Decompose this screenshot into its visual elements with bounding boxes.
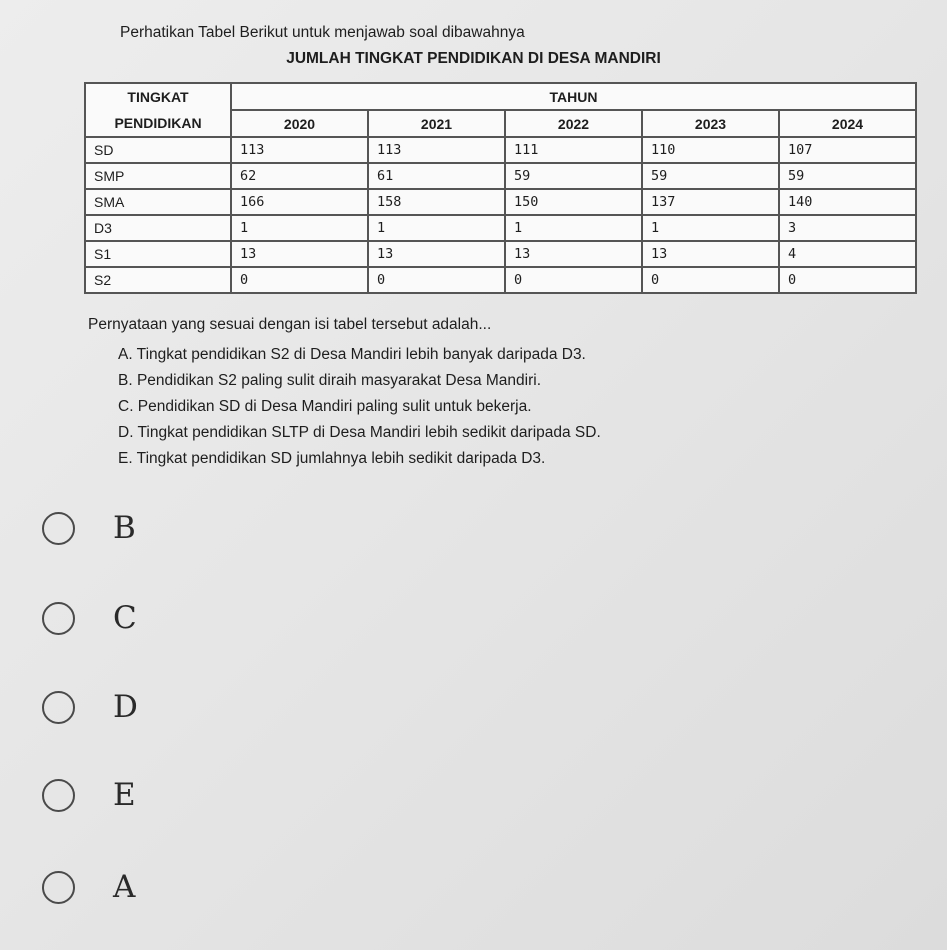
intro-text: Perhatikan Tabel Berikut untuk menjawab soal dibawahnya (120, 24, 525, 41)
radio-button[interactable] (42, 871, 75, 904)
row-level: S1 (85, 241, 231, 267)
cell-value: 0 (505, 267, 642, 293)
statement-d: D. Tingkat pendidikan SLTP di Desa Mandiri lebih sedikit daripada SD. (118, 424, 601, 441)
cell-value: 4 (779, 241, 916, 267)
header-level-line2: PENDIDIKAN (114, 115, 202, 131)
table-row (85, 215, 916, 241)
row-level: SMP (85, 163, 231, 189)
table-row (85, 241, 916, 267)
cell-value: 3 (779, 215, 916, 241)
cell-value: 0 (231, 267, 368, 293)
row-level: SD (85, 137, 231, 163)
education-table (84, 82, 917, 294)
statement-a: A. Tingkat pendidikan S2 di Desa Mandiri lebih banyak daripada D3. (118, 346, 586, 363)
cell-value: 1 (368, 215, 505, 241)
cell-value: 59 (779, 163, 916, 189)
cell-value: 166 (231, 189, 368, 215)
choice-label[interactable]: D (113, 689, 138, 725)
cell-value: 1 (231, 215, 368, 241)
row-level: S2 (85, 267, 231, 293)
row-level: SMA (85, 189, 231, 215)
choice-label[interactable]: A (113, 869, 136, 905)
header-level (85, 83, 231, 137)
header-year: 2020 (231, 110, 368, 137)
choice-option[interactable] (42, 867, 135, 907)
choice-option[interactable] (42, 598, 137, 638)
cell-value: 137 (642, 189, 779, 215)
header-year: 2023 (642, 110, 779, 137)
cell-value: 13 (368, 241, 505, 267)
table-row (85, 163, 916, 189)
cell-value: 59 (505, 163, 642, 189)
cell-value: 158 (368, 189, 505, 215)
table-row (85, 137, 916, 163)
cell-value: 1 (505, 215, 642, 241)
table-row (85, 267, 916, 293)
choice-label[interactable]: B (113, 510, 136, 546)
cell-value: 113 (231, 137, 368, 163)
choice-option[interactable] (42, 687, 138, 727)
choice-option[interactable] (42, 508, 136, 548)
choice-option[interactable] (42, 775, 136, 815)
radio-button[interactable] (42, 602, 75, 635)
cell-value: 107 (779, 137, 916, 163)
cell-value: 1 (642, 215, 779, 241)
header-year-group: TAHUN (231, 83, 916, 110)
cell-value: 0 (779, 267, 916, 293)
header-year: 2024 (779, 110, 916, 137)
cell-value: 13 (231, 241, 368, 267)
statement-list (118, 342, 601, 472)
radio-button[interactable] (42, 779, 75, 812)
statement-c: C. Pendidikan SD di Desa Mandiri paling sulit untuk bekerja. (118, 398, 532, 415)
cell-value: 13 (642, 241, 779, 267)
header-year: 2022 (505, 110, 642, 137)
question-text: Pernyataan yang sesuai dengan isi tabel tersebut adalah... (88, 316, 492, 333)
cell-value: 61 (368, 163, 505, 189)
cell-value: 0 (642, 267, 779, 293)
cell-value: 0 (368, 267, 505, 293)
table-title: JUMLAH TINGKAT PENDIDIKAN DI DESA MANDIRI (286, 50, 661, 67)
table-row (85, 189, 916, 215)
cell-value: 140 (779, 189, 916, 215)
cell-value: 111 (505, 137, 642, 163)
choice-label[interactable]: C (113, 600, 137, 636)
cell-value: 113 (368, 137, 505, 163)
choice-label[interactable]: E (113, 777, 136, 813)
cell-value: 150 (505, 189, 642, 215)
cell-value: 59 (642, 163, 779, 189)
cell-value: 13 (505, 241, 642, 267)
statement-e: E. Tingkat pendidikan SD jumlahnya lebih sedikit daripada D3. (118, 450, 546, 467)
row-level: D3 (85, 215, 231, 241)
header-year: 2021 (368, 110, 505, 137)
statement-b: B. Pendidikan S2 paling sulit diraih masyarakat Desa Mandiri. (118, 372, 542, 389)
cell-value: 62 (231, 163, 368, 189)
radio-button[interactable] (42, 512, 75, 545)
cell-value: 110 (642, 137, 779, 163)
radio-button[interactable] (42, 691, 75, 724)
header-level-line1: TINGKAT (127, 89, 189, 105)
